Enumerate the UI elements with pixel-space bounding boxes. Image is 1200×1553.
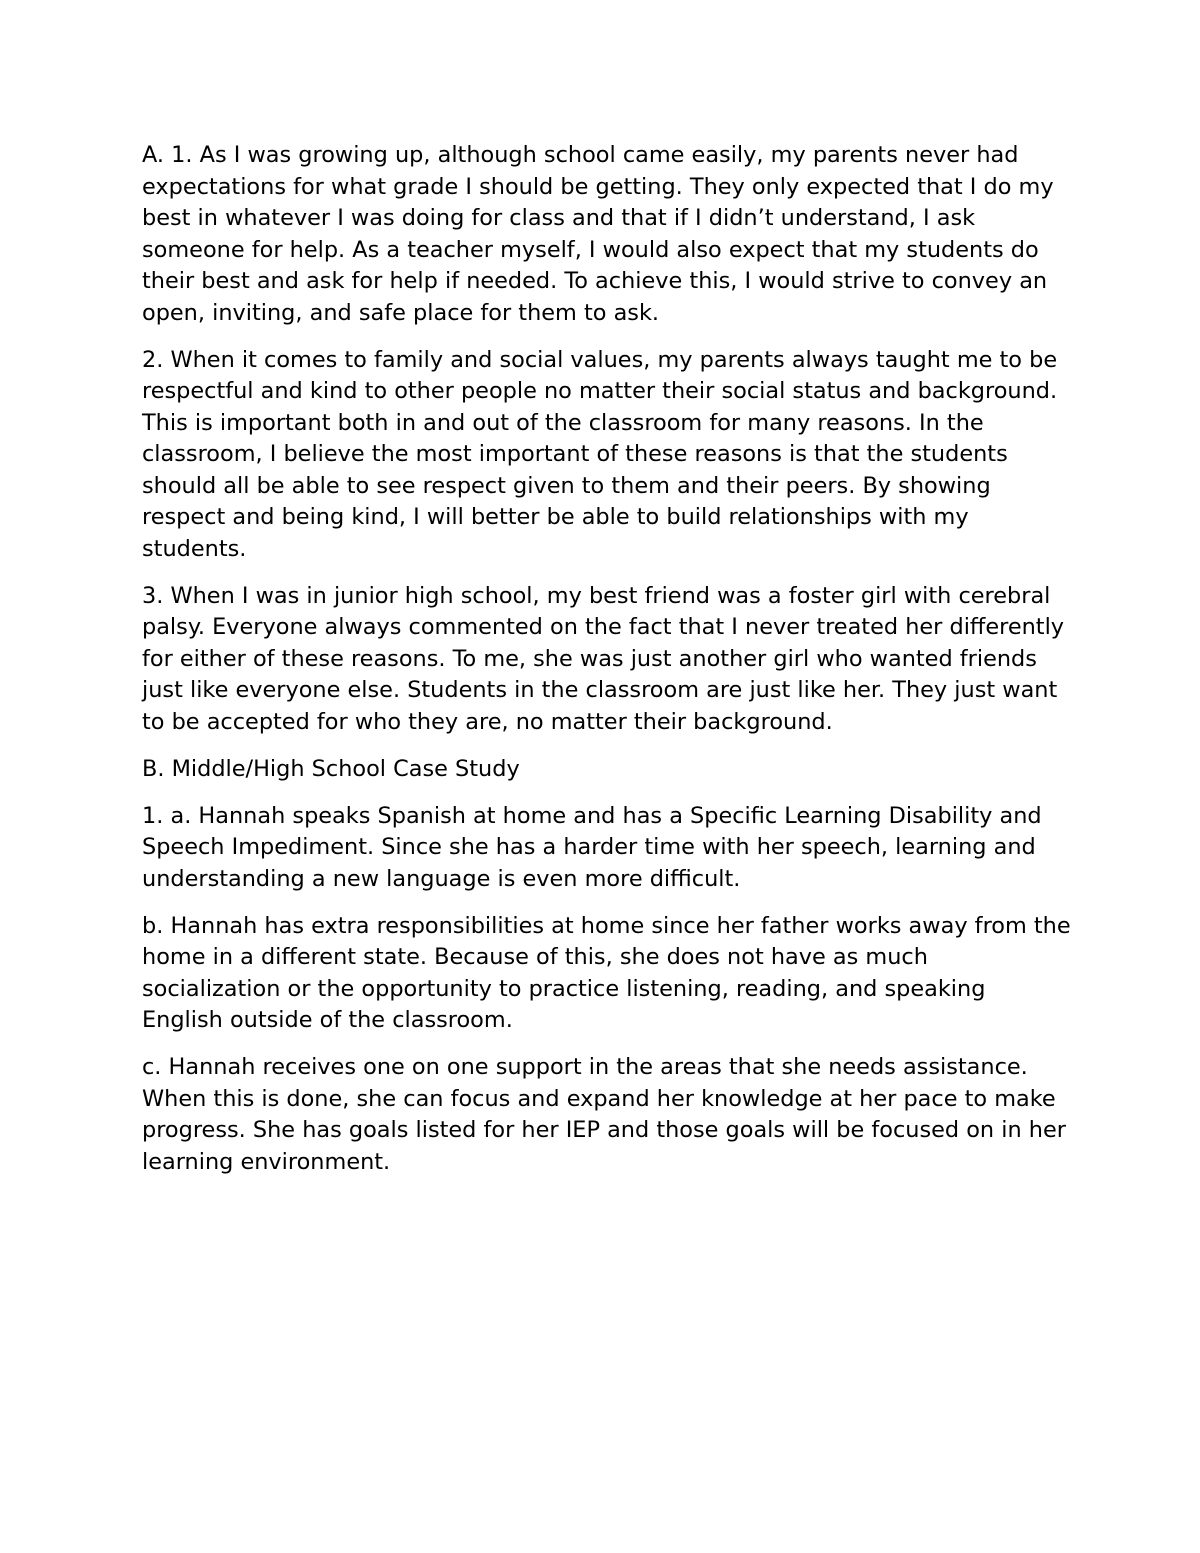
paragraph-a-1: A. 1. As I was growing up, although school came easily, my parents never had expectations for what grade I should be getting. They only expected that I do my best in whatever I was doing for class and that if I didn’t understand, I ask someone for help. As a teacher myself, I would also expect that my students do their best and ask for help if needed. To achieve this, I would strive to convey an open, inviting, and safe place for them to ask. [142, 142, 1054, 326]
paragraph-b-1b: b. Hannah has extra responsibilities at home since her father works away from the home in a different state. Because of this, she does not have as much socialization or the opportunity to practice listening, reading, and speaking English outside of the classroom. [142, 912, 1071, 1033]
document-body [142, 140, 1072, 1194]
paragraph-b-1c: c. Hannah receives one on one support in the areas that she needs assistance. When this is done, she can focus and expand her knowledge at her pace to make progress. She has goals listed for her IEP and those goals will be focused on in her learning environment. [142, 1054, 1066, 1175]
paragraph-a-2: 2. When it comes to family and social values, my parents always taught me to be respectful and kind to other people no matter their social status and background. This is important both in and out of the classroom for many reasons. In the classroom, I believe the most important of these reasons is that the students should all be able to see respect given to them and their peers. By showing respect and being kind, I will better be able to build relationships with my students. [142, 346, 1058, 562]
paragraph-b-1a: 1. a. Hannah speaks Spanish at home and has a Specific Learning Disability and Speech Impediment. Since she has a harder time with her speech, learning and understanding a new language is even more difficult. [142, 802, 1042, 892]
section-heading-b: B. Middle/High School Case Study [142, 755, 520, 782]
paragraph-a-3: 3. When I was in junior high school, my best friend was a foster girl with cerebral palsy. Everyone always commented on the fact that I never treated her differently for either of these reasons. To me, she was just another girl who wanted friends just like everyone else. Students in the classroom are just like her. They just want to be accepted for who they are, no matter their background. [142, 582, 1065, 735]
